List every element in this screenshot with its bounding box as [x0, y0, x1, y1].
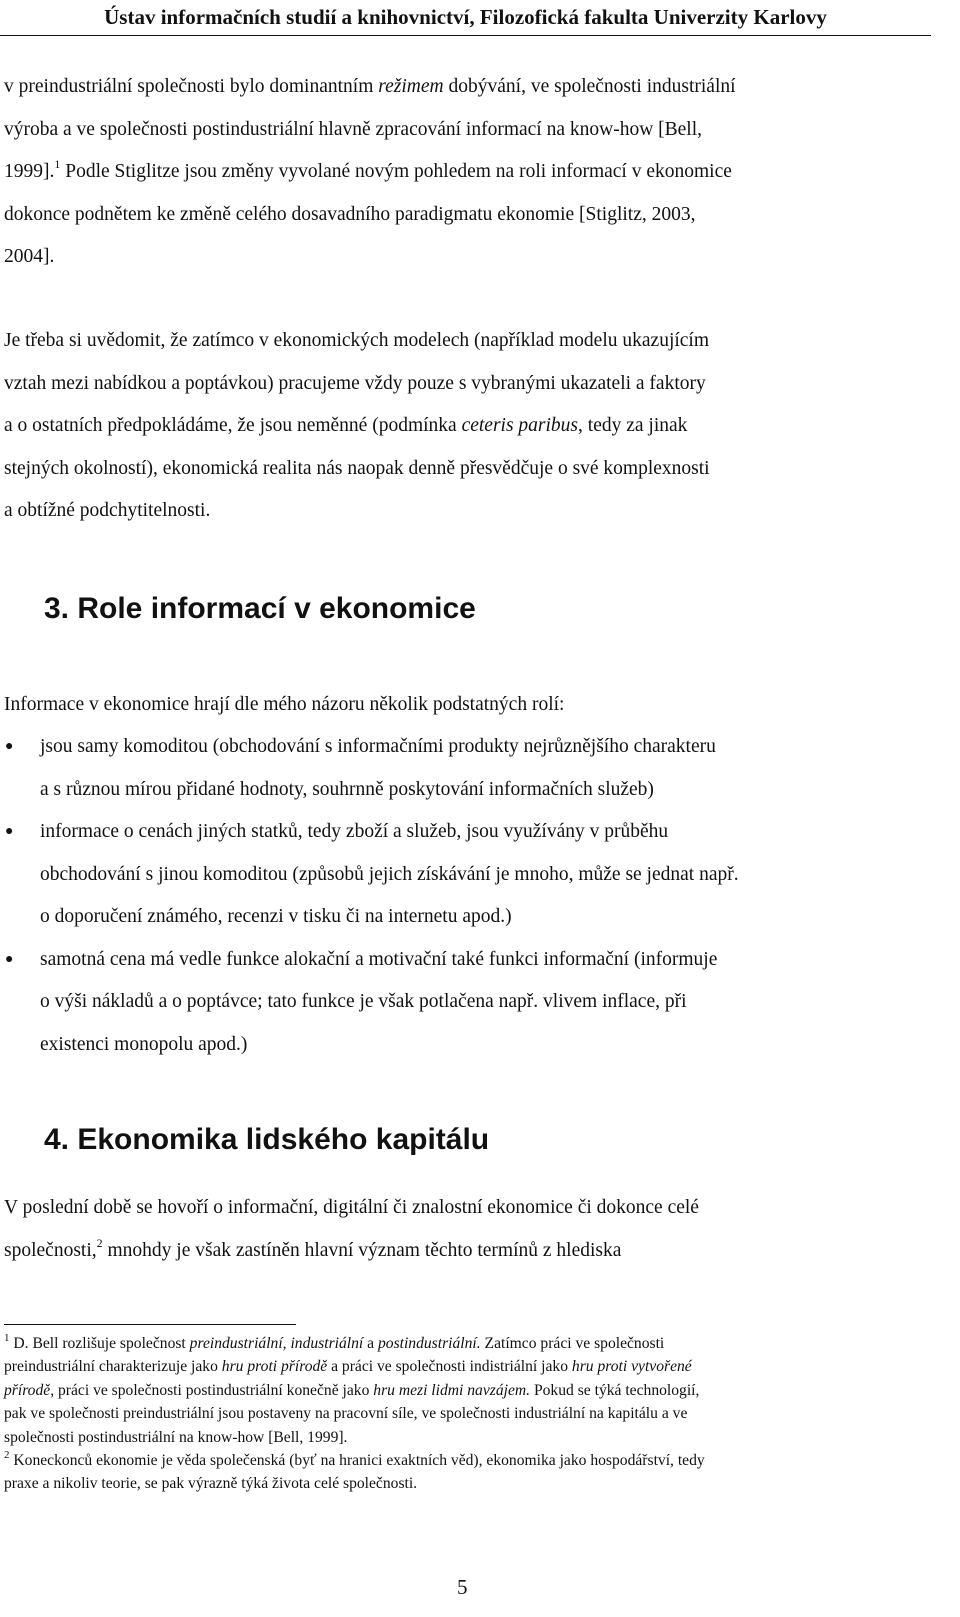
paragraph-2 — [4, 320, 934, 533]
paragraph-line — [4, 66, 934, 109]
list-item-line: o výši nákladů a o poptávce; tato funkce je však potlačena např. vlivem inflace, při — [40, 991, 687, 1012]
header-rule — [0, 35, 931, 36]
paragraph-line: V poslední době se hovoří o informační, digitální či znalostní ekonomice či dokonce celé — [4, 1197, 699, 1218]
emphasis-text: hru proti přírodě — [221, 1358, 328, 1376]
list-item-line: obchodování s jinou komoditou (způsobů jejich získávání je mnoho, může se jednat např. — [40, 863, 739, 885]
text-run: a práci ve společnosti indistriální jako — [327, 1358, 572, 1376]
section-3-intro — [4, 684, 934, 727]
page-number: 5 — [457, 1575, 468, 1599]
text-run: Koneckonců ekonomie je věda společenská (byť na hranici exaktních věd), ekonomika jako hospodářství, tedy — [9, 1452, 705, 1470]
footnote-ref-2[interactable]: 2 — [96, 1235, 103, 1250]
text-run: dobývání, ve společnosti industriální — [443, 76, 736, 97]
list-item-line: existenci monopolu apod.) — [40, 1033, 248, 1055]
paragraph-line: stejných okolností), ekonomická realita nás naopak denně přesvědčuje o své komplexnosti — [4, 457, 710, 479]
list-item-line: jsou samy komoditou (obchodování s informačními produkty nejrůznějšího charakteru — [40, 736, 716, 757]
text-run: Pokud se týká technologií, — [530, 1381, 700, 1399]
list-item — [0, 939, 940, 1067]
text-run: a — [363, 1335, 378, 1352]
text-run: D. Bell rozlišuje společnost — [9, 1335, 190, 1352]
emphasis-text: preindustriální, industriální — [189, 1335, 364, 1352]
bullet-icon: ● — [5, 739, 14, 754]
footnote-1-line — [4, 1332, 934, 1355]
emphasis-text: hru proti vytvořené — [571, 1358, 692, 1376]
paragraph-line: vztah mezi nabídkou a poptávkou) pracujeme vždy pouze s vybranými ukazateli a faktory — [4, 372, 706, 394]
text-run: mnohdy je však zastíněn hlavní význam těchto termínů z hlediska — [102, 1239, 622, 1261]
text-run: Zatímco práci ve společnosti — [480, 1335, 665, 1352]
text-run: v preindustriální společnosti bylo dominantním — [4, 76, 379, 97]
footnote-1-line: společnosti postindustriální na know-how [Bell, 1999]. — [4, 1428, 348, 1446]
text-run: , práci ve společnosti postindustriální konečně jako — [50, 1381, 374, 1399]
list-item-line: o doporučení známého, recenzi v tisku či na internetu apod.) — [40, 906, 512, 927]
bullet-icon: ● — [5, 951, 14, 967]
paragraph-line: 2004]. — [4, 246, 55, 267]
footnotes — [4, 1332, 934, 1496]
footnote-1-line — [4, 1355, 934, 1378]
emphasis-text: přírodě — [4, 1381, 51, 1399]
text-run: Podle Stiglitze jsou změny vyvolané novým pohledem na roli informací v ekonomice — [60, 161, 732, 182]
list-item-line: samotná cena má vedle funkce alokační a motivační také funkci informační (informuje — [40, 948, 718, 970]
paragraph-line: Je třeba si uvědomit, že zatímco v ekonomických modelech (například modelu ukazujícím — [4, 330, 710, 351]
emphasis-text: ceteris paribus — [461, 415, 579, 436]
text-run: a o ostatních předpokládáme, že jsou neměnné (podmínka — [4, 415, 462, 436]
footnote-separator — [4, 1324, 296, 1325]
footnote-2-line: praxe a nikoliv teorie, se pak výrazně týká života celé společnosti. — [4, 1475, 418, 1493]
paragraph-line — [4, 1230, 934, 1273]
section-3-heading: 3. Role informací v ekonomice — [44, 592, 476, 625]
paragraph-line — [4, 151, 934, 194]
footnote-number: 2 — [4, 1449, 10, 1462]
roles-list — [0, 726, 940, 1066]
paragraph-line: a obtížné podchytitelnosti. — [4, 500, 211, 521]
footnote-1-line — [4, 1379, 934, 1402]
footnote-number: 1 — [4, 1332, 10, 1344]
paragraph-line — [4, 405, 934, 448]
paragraph-1 — [4, 66, 934, 279]
paragraph-line: Informace v ekonomice hrají dle mého názoru několik podstatných rolí: — [4, 694, 565, 715]
paragraph-line: výroba a ve společnosti postindustriální hlavně zpracování informací na know-how [Bell, — [4, 118, 703, 140]
section-4-paragraph — [4, 1187, 934, 1272]
list-item-line: a s různou mírou přidané hodnoty, souhrnně poskytování informačních služeb) — [40, 778, 654, 800]
text-run: společnosti, — [4, 1239, 97, 1261]
footnote-2-line — [4, 1449, 934, 1472]
bullet-icon: ● — [5, 824, 14, 839]
section-4-heading: 4. Ekonomika lidského kapitálu — [44, 1123, 490, 1156]
text-run: 1999]. — [4, 161, 55, 182]
text-run: preindustriální charakterizuje jako — [4, 1358, 222, 1376]
footnote-ref-1[interactable]: 1 — [54, 157, 61, 171]
running-header: Ústav informačních studií a knihovnictví, Filozofická fakulta Univerzity Karlovy — [104, 5, 827, 29]
emphasis-text: hru mezi lidmi navzájem. — [373, 1381, 531, 1399]
emphasis-text: režimem — [378, 76, 444, 97]
list-item — [0, 726, 940, 811]
list-item-line: informace o cenách jiných statků, tedy zboží a služeb, jsou využívány v průběhu — [40, 821, 669, 842]
paragraph-line: dokonce podnětem ke změně celého dosavadního paradigmatu ekonomie [Stiglitz, 2003, — [4, 203, 696, 225]
text-run: , tedy za jinak — [578, 415, 688, 436]
emphasis-text: postindustriální. — [377, 1335, 481, 1352]
footnote-1-line: pak ve společnosti preindustriální jsou postaveny na pracovní síle, ve společnosti industriální na kapitálu a ve — [4, 1405, 688, 1423]
list-item — [0, 811, 940, 939]
